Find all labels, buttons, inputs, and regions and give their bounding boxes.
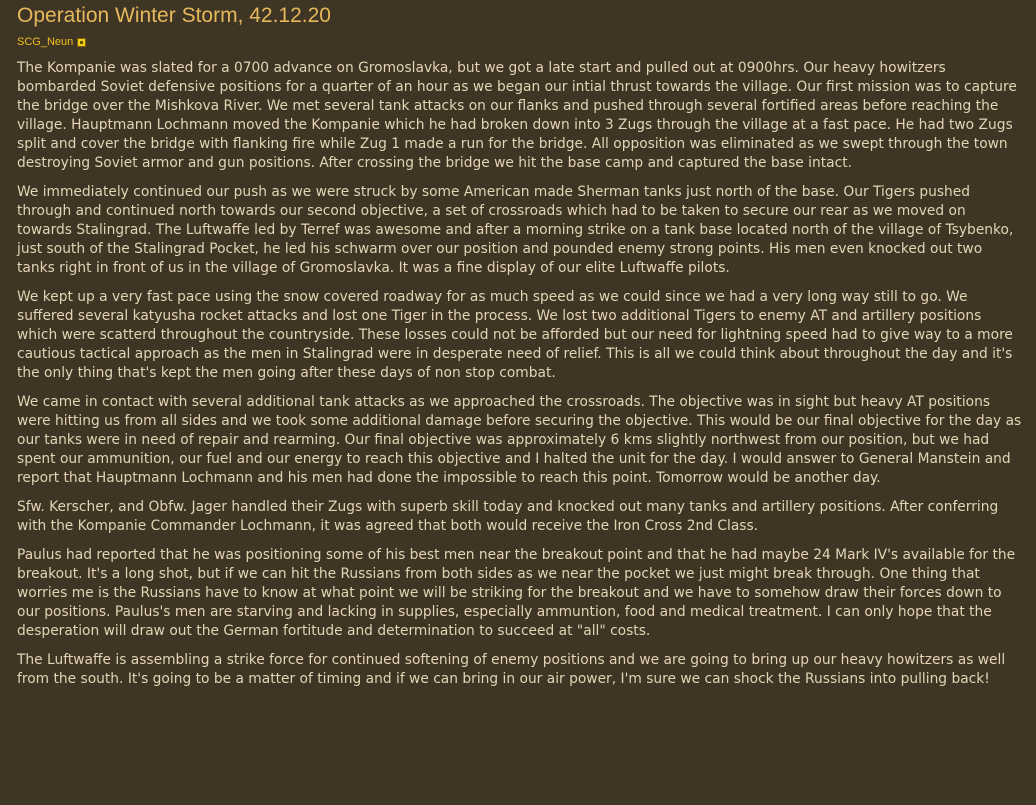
- post-paragraph: Paulus had reported that he was positioning some of his best men near the breakout point and that he had maybe 24 Mark IV's available for the breakout. It's a long shot, but if we can hit the Russians from both sides as we near the pocket we just might break through. One thing that worries me is the Russians have to know at what point we will be striking for the breakout and we have to somehow draw their forces down to our positions. Paulus's men are starving and lacking in supplies, especially ammuntion, food and medical treatment. I can only hope that the desperation will draw out the German fortitude and determination to succeed at "all" costs.: [17, 547, 1016, 639]
- post-paragraph: The Luftwaffe is assembling a strike force for continued softening of enemy positions and we are going to bring up our heavy howitzers as well from the south. It's going to be a matter of timing and if we can bring in our air power, I'm sure we can shock the Russians into pulling back!: [17, 652, 1006, 687]
- author-line: [17, 35, 1026, 49]
- post-paragraph: We kept up a very fast pace using the snow covered roadway for as much speed as we could since we had a very long way still to go. We suffered several katyusha rocket attacks and lost one Tiger in the process. We lost two additional Tigers to enemy AT and artillery positions which were scatterd throughout the countryside. These losses could not be afforded but our need for lightning speed had to give way to a more cautious tactical approach as the men in Stalingrad were in desperate need of relief. This is all we could think about throughout the day and it's the only thing that's kept the men going after these days of non stop combat.: [17, 289, 1013, 381]
- post-paragraph: The Kompanie was slated for a 0700 advance on Gromoslavka, but we got a late start and pulled out at 0900hrs. Our heavy howitzers bombarded Soviet defensive positions for a quarter of an hour as we began our intial thrust towards the village. Our first mission was to capture the bridge over the Mishkova River. We met several tank attacks on our flanks and pushed through several fortified areas before reaching the village. Hauptmann Lochmann moved the Kompanie which he had broken down into 3 Zugs through the village at a fast pace. He had two Zugs split and cover the bridge with flanking fire while Zug 1 made a run for the bridge. All opposition was eliminated as we swept through the town destroying Soviet armor and gun positions. After crossing the bridge we hit the base camp and captured the base intact.: [17, 60, 1017, 171]
- post-paragraph: Sfw. Kerscher, and Obfw. Jager handled their Zugs with superb skill today and knocked out many tanks and artillery positions. After conferring with the Kompanie Commander Lochmann, it was agreed that both would receive the Iron Cross 2nd Class.: [17, 499, 999, 534]
- post-paragraph: We immediately continued our push as we were struck by some American made Sherman tanks just north of the base. Our Tigers pushed through and continued north towards our second objective, a set of crossroads which had to be taken to secure our rear as we moved on towards Stalingrad. The Luftwaffe led by Terref was awesome and after a morning strike on a tank base located north of the village of Tsybenko, just south of the Stalingrad Pocket, he led his schwarm over our position and pounded enemy strong points. His men even knocked out two tanks right in front of us in the village of Gromoslavka. It was a fine display of our elite Luftwaffe pilots.: [17, 184, 1014, 276]
- post-paragraph: We came in contact with several additional tank attacks as we approached the crossroads. The objective was in sight but heavy AT positions were hitting us from all sides and we took some additional damage before securing the objective. This would be our final objective for the day as our tanks were in need of repair and rearming. Our final objective was approximately 6 kms slightly northwest from our position, but we had spent our ammunition, our fuel and our energy to reach this objective and I halted the unit for the day. I would answer to General Manstein and report that Hauptmann Lochmann and his men had done the impossible to reach this point. Tomorrow would be another day.: [17, 394, 1022, 486]
- online-status-icon: [77, 38, 86, 47]
- post-body: [17, 59, 1023, 689]
- post-title: Operation Winter Storm, 42.12.20: [17, 4, 331, 27]
- author-link[interactable]: SCG_Neun: [17, 36, 74, 48]
